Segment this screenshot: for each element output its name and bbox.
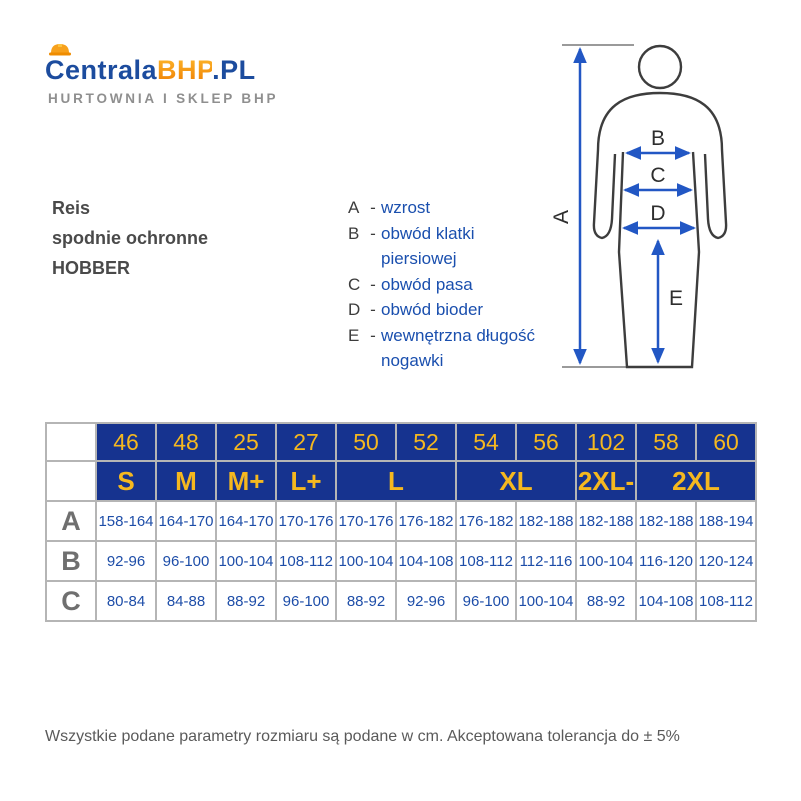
table-row-a (46, 501, 756, 541)
row-label: B (46, 541, 96, 581)
number-cell: 27 (276, 423, 336, 461)
product-type: spodnie ochronne (52, 228, 209, 248)
size-cell: L (336, 461, 456, 501)
size-cell: 2XL- (576, 461, 636, 501)
brand-wordmark (45, 55, 278, 86)
value-cell: 176-182 (456, 501, 516, 541)
table-row-c (46, 581, 756, 621)
value-cell: 88-92 (576, 581, 636, 621)
legend-dash: - (370, 300, 376, 319)
measurement-diagram (548, 22, 748, 387)
corner-cell (46, 423, 96, 461)
legend-item-c (348, 272, 549, 298)
size-table-container (45, 422, 757, 622)
value-cell: 88-92 (336, 581, 396, 621)
number-cell: 58 (636, 423, 696, 461)
size-cell: M+ (216, 461, 276, 501)
value-cell: 88-92 (216, 581, 276, 621)
value-cell: 108-112 (696, 581, 756, 621)
size-cell: 2XL (636, 461, 756, 501)
size-cell: XL (456, 461, 576, 501)
number-cell: 48 (156, 423, 216, 461)
number-cell: 25 (216, 423, 276, 461)
hard-hat-icon (49, 42, 71, 56)
value-cell: 100-104 (336, 541, 396, 581)
number-cell: 56 (516, 423, 576, 461)
legend-dash: - (370, 198, 376, 217)
legend-letter: E (348, 325, 360, 345)
value-cell: 96-100 (456, 581, 516, 621)
product-name (52, 193, 208, 283)
product-brand: Reis (52, 198, 91, 218)
value-cell: 108-112 (456, 541, 516, 581)
legend-letter: A (348, 198, 360, 217)
diagram-label-b: B (650, 127, 666, 150)
value-cell: 116-120 (636, 541, 696, 581)
legend-dash: - (370, 325, 376, 345)
measurement-legend (348, 195, 549, 374)
number-cell: 54 (456, 423, 516, 461)
number-row (46, 423, 756, 461)
value-cell: 158-164 (96, 501, 156, 541)
value-cell: 100-104 (516, 581, 576, 621)
value-cell: 104-108 (396, 541, 456, 581)
size-table (45, 422, 757, 622)
value-cell: 92-96 (96, 541, 156, 581)
row-label: A (46, 501, 96, 541)
size-cell: M (156, 461, 216, 501)
legend-dash: - (370, 274, 376, 294)
legend-letter: B (348, 223, 360, 243)
value-cell: 96-100 (156, 541, 216, 581)
legend-item-e (348, 323, 549, 374)
footnote: Wszystkie podane parametry rozmiaru są podane w cm. Akceptowana tolerancja do ± 5% (45, 728, 680, 745)
value-cell: 96-100 (276, 581, 336, 621)
legend-text: obwód klatki piersiowej (381, 223, 475, 268)
diagram-label-c: C (650, 164, 666, 187)
brand-part-centrala: Centrala (45, 55, 158, 85)
value-cell: 108-112 (276, 541, 336, 581)
value-cell: 104-108 (636, 581, 696, 621)
size-cell: L+ (276, 461, 336, 501)
value-cell: 188-194 (696, 501, 756, 541)
size-cell: S (96, 461, 156, 501)
legend-letter: C (348, 274, 361, 294)
value-cell: 92-96 (396, 581, 456, 621)
diagram-label-d: D (650, 202, 666, 225)
row-label: C (46, 581, 96, 621)
legend-text: obwód bioder (381, 300, 484, 319)
value-cell: 164-170 (216, 501, 276, 541)
diagram-label-a: A (550, 209, 573, 225)
brand-part-bhp: BHP (157, 55, 213, 85)
legend-text: obwód pasa (381, 274, 473, 294)
legend-item-d (348, 297, 549, 323)
value-cell: 182-188 (636, 501, 696, 541)
value-cell: 182-188 (516, 501, 576, 541)
brand-part-pl: .PL (212, 55, 256, 85)
diagram-label-e: E (669, 287, 684, 310)
head-outline (639, 46, 681, 88)
value-cell: 80-84 (96, 581, 156, 621)
value-cell: 176-182 (396, 501, 456, 541)
number-cell: 46 (96, 423, 156, 461)
size-diagram-figure (548, 22, 748, 382)
legend-text: wewnętrzna długość nogawki (381, 325, 536, 370)
legend-item-b (348, 221, 549, 272)
value-cell: 120-124 (696, 541, 756, 581)
logo-tagline: HURTOWNIA I SKLEP BHP (48, 91, 279, 106)
value-cell: 84-88 (156, 581, 216, 621)
number-cell: 52 (396, 423, 456, 461)
corner-cell (46, 461, 96, 501)
value-cell: 170-176 (276, 501, 336, 541)
legend-text: wzrost (381, 198, 431, 217)
value-cell: 112-116 (516, 541, 576, 581)
product-model: HOBBER (52, 258, 131, 278)
legend-dash: - (370, 223, 376, 243)
value-cell: 164-170 (156, 501, 216, 541)
value-cell: 100-104 (576, 541, 636, 581)
number-cell: 102 (576, 423, 636, 461)
number-cell: 50 (336, 423, 396, 461)
value-cell: 100-104 (216, 541, 276, 581)
table-row-b (46, 541, 756, 581)
logo (45, 42, 278, 106)
number-cell: 60 (696, 423, 756, 461)
value-cell: 182-188 (576, 501, 636, 541)
size-row (46, 461, 756, 501)
value-cell: 170-176 (336, 501, 396, 541)
legend-letter: D (348, 300, 361, 319)
legend-item-a (348, 195, 549, 221)
